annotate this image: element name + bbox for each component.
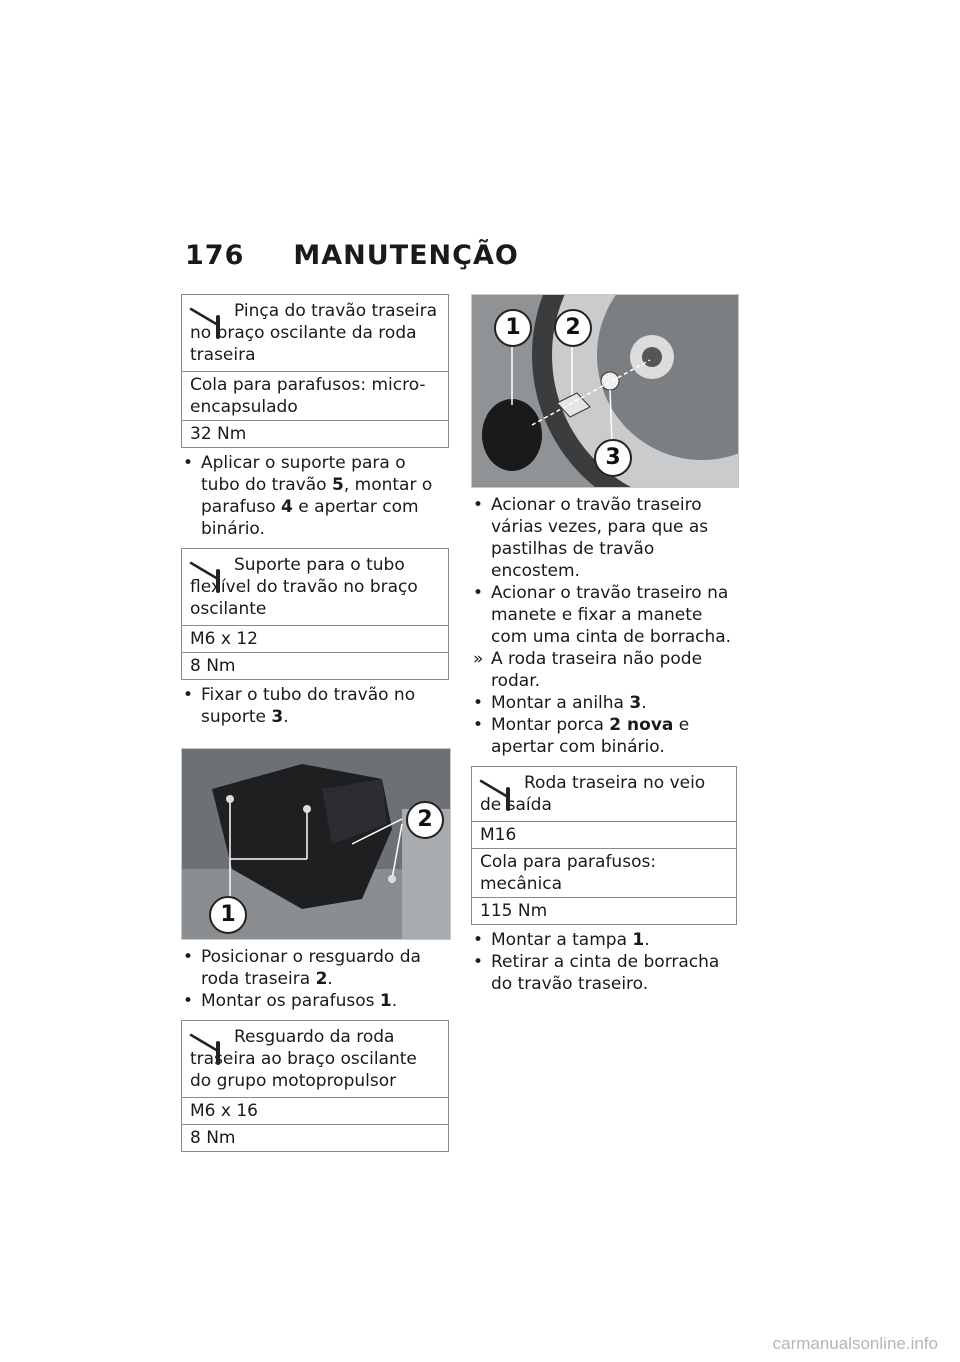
bullet-icon: • [473, 715, 484, 735]
spec-title: Pinça do travão traseira no braço oscilante da roda traseira [190, 301, 438, 365]
rear-wheel-cover-figure [181, 748, 451, 940]
spec-row: 115 Nm [472, 897, 736, 924]
callout-2: 2 [554, 309, 592, 347]
bullet-icon: • [183, 685, 194, 705]
callout-1: 1 [494, 309, 532, 347]
spec-header [182, 549, 448, 625]
spec-title: Suporte para o tubo flexível do travão no braço oscilante [190, 555, 418, 619]
callout-1: 1 [209, 896, 247, 934]
list-item: • Montar porca 2 nova e apertar com binário. [473, 715, 690, 757]
bullet-icon: • [473, 693, 484, 713]
torque-spec-rear-wheel [471, 766, 737, 925]
page-header [185, 240, 519, 271]
page-number: 176 [185, 240, 245, 271]
callout-2: 2 [406, 801, 444, 839]
result-icon: » [473, 649, 484, 669]
spec-header [472, 767, 736, 821]
torque-wrench-icon [188, 1029, 230, 1071]
list-item: • Retirar a cinta de borracha do travão traseiro. [473, 952, 720, 994]
list-item: • Fixar o tubo do travão no suporte 3. [183, 685, 416, 727]
torque-spec-hose-bracket [181, 548, 449, 680]
torque-wrench-icon [188, 303, 230, 345]
list-item: • Aplicar o suporte para o tubo do travão 5, montar o parafuso 4 e apertar com binário. [183, 453, 433, 539]
watermark: carmanualsonline.info [772, 1334, 938, 1353]
torque-wrench-icon [478, 775, 520, 817]
spec-header [182, 1021, 448, 1097]
left-column [181, 294, 449, 1152]
bullet-icon: • [473, 495, 484, 515]
step-list [471, 929, 737, 995]
list-item: • Montar os parafusos 1. [183, 991, 398, 1011]
spec-header [182, 295, 448, 371]
spec-row: M6 x 12 [182, 625, 448, 652]
bullet-icon: • [473, 930, 484, 950]
bullet-icon: • [183, 453, 194, 473]
step-list [181, 946, 449, 1012]
callout-3: 3 [594, 439, 632, 477]
list-item: • Acionar o travão traseiro na manete e fixar a manete com uma cinta de borracha. [473, 583, 732, 647]
bullet-icon: • [183, 947, 194, 967]
list-item: » A roda traseira não pode rodar. [473, 649, 703, 691]
spec-row: 8 Nm [182, 652, 448, 679]
spec-row: M16 [472, 821, 736, 848]
list-item: • Montar a anilha 3. [473, 693, 647, 713]
bullet-icon: • [183, 991, 194, 1011]
spec-row: Cola para parafusos: micro-encapsulado [182, 371, 448, 420]
spec-row: 8 Nm [182, 1124, 448, 1151]
spec-row: M6 x 16 [182, 1097, 448, 1124]
spec-row: 32 Nm [182, 420, 448, 447]
bullet-icon: • [473, 583, 484, 603]
spec-title: Resguardo da roda traseira ao braço oscilante do grupo motopropulsor [190, 1027, 417, 1091]
rear-axle-figure [471, 294, 739, 488]
spec-title: Roda traseira no veio de saída [480, 773, 706, 815]
spec-row: Cola para parafusos: mecânica [472, 848, 736, 897]
bullet-icon: • [473, 952, 484, 972]
step-list [181, 452, 449, 540]
list-item: • Montar a tampa 1. [473, 930, 650, 950]
page-title: MANUTENÇÃO [293, 240, 519, 271]
torque-spec-cover [181, 1020, 449, 1152]
torque-spec-caliper [181, 294, 449, 448]
step-list [471, 494, 737, 758]
step-list [181, 684, 449, 728]
right-column [471, 294, 737, 1003]
list-item: • Acionar o travão traseiro várias vezes, para que as pastilhas de travão encostem. [473, 495, 709, 581]
torque-wrench-icon [188, 557, 230, 599]
list-item: • Posicionar o resguardo da roda traseira 2. [183, 947, 421, 989]
